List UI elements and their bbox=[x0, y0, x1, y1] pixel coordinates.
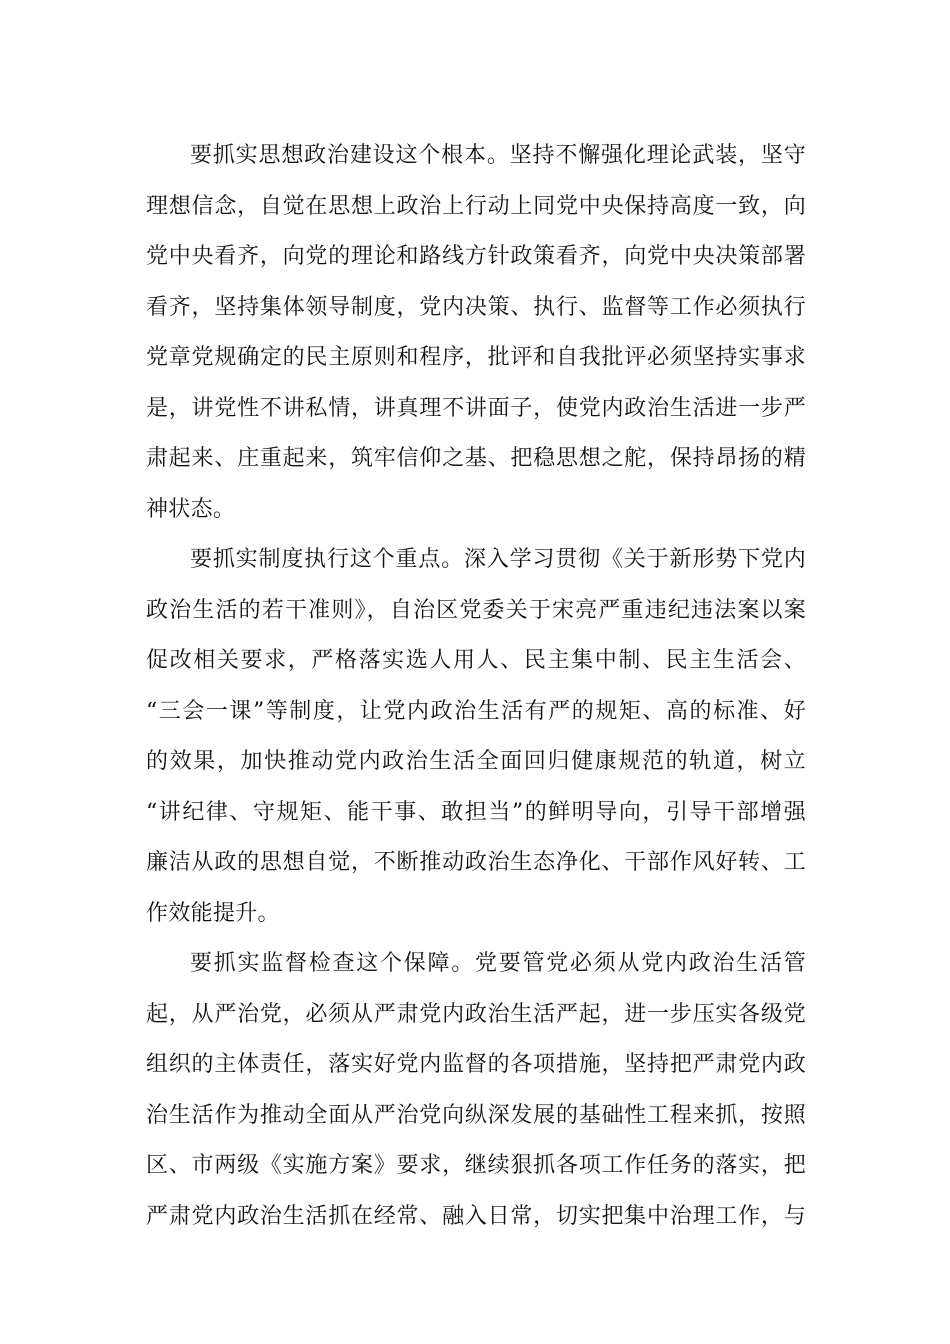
text-line: 廉洁从政的思想自觉，不断推动政治生态净化、干部作风好转、工 bbox=[146, 850, 806, 875]
text-line: “三会一课”等制度，让党内政治生活有严的规矩、高的标准、好 bbox=[146, 698, 806, 724]
text-line: 党中央看齐，向党的理论和路线方针政策看齐，向党中央决策部署 bbox=[146, 244, 806, 269]
text-line: 要抓实思想政治建设这个根本。坚持不懈强化理论武装，坚守 bbox=[190, 143, 806, 168]
text-line: 作效能提升。 bbox=[146, 900, 280, 926]
text-line: 肃起来、庄重起来，筑牢信仰之基、把稳思想之舵，保持昂扬的精 bbox=[146, 446, 806, 471]
text-line: 是，讲党性不讲私情，讲真理不讲面子，使党内政治生活进一步严 bbox=[146, 395, 806, 421]
text-line: 治生活作为推动全面从严治党向纵深发展的基础性工程来抓，按照 bbox=[146, 1102, 806, 1128]
text-line: 神状态。 bbox=[146, 496, 236, 522]
text-line: 严肃党内政治生活抓在经常、融入日常，切实把集中治理工作，与 bbox=[146, 1203, 806, 1229]
text-line: 政治生活的若干准则》，自治区党委关于宋亮严重违纪违法案以案 bbox=[146, 597, 806, 623]
text-line: 看齐，坚持集体领导制度，党内决策、执行、监督等工作必须执行 bbox=[146, 294, 806, 320]
text-line: 党章党规确定的民主原则和程序，批评和自我批评必须坚持实事求 bbox=[146, 345, 806, 370]
text-line: 起，从严治党，必须从严肃党内政治生活严起，进一步压实各级党 bbox=[146, 1001, 806, 1027]
paragraph-1 bbox=[146, 131, 806, 535]
paragraph-2 bbox=[146, 535, 806, 939]
text-line: 的效果，加快推动党内政治生活全面回归健康规范的轨道，树立 bbox=[146, 749, 806, 774]
text-line: “讲纪律、守规矩、能干事、敢担当”的鲜明导向，引导干部增强 bbox=[146, 799, 806, 825]
text-line: 区、市两级《实施方案》要求，继续狠抓各项工作任务的落实，把 bbox=[146, 1153, 806, 1178]
text-line: 组织的主体责任，落实好党内监督的各项措施，坚持把严肃党内政 bbox=[146, 1052, 806, 1077]
paragraph-3 bbox=[146, 939, 806, 1242]
text-line: 理想信念，自觉在思想上政治上行动上同党中央保持高度一致，向 bbox=[146, 193, 806, 219]
document-body bbox=[146, 131, 806, 1242]
text-line: 促改相关要求，严格落实选人用人、民主集中制、民主生活会、 bbox=[146, 648, 806, 673]
text-line: 要抓实监督检查这个保障。党要管党必须从党内政治生活管 bbox=[190, 951, 806, 976]
text-line: 要抓实制度执行这个重点。深入学习贯彻《关于新形势下党内 bbox=[190, 547, 806, 572]
